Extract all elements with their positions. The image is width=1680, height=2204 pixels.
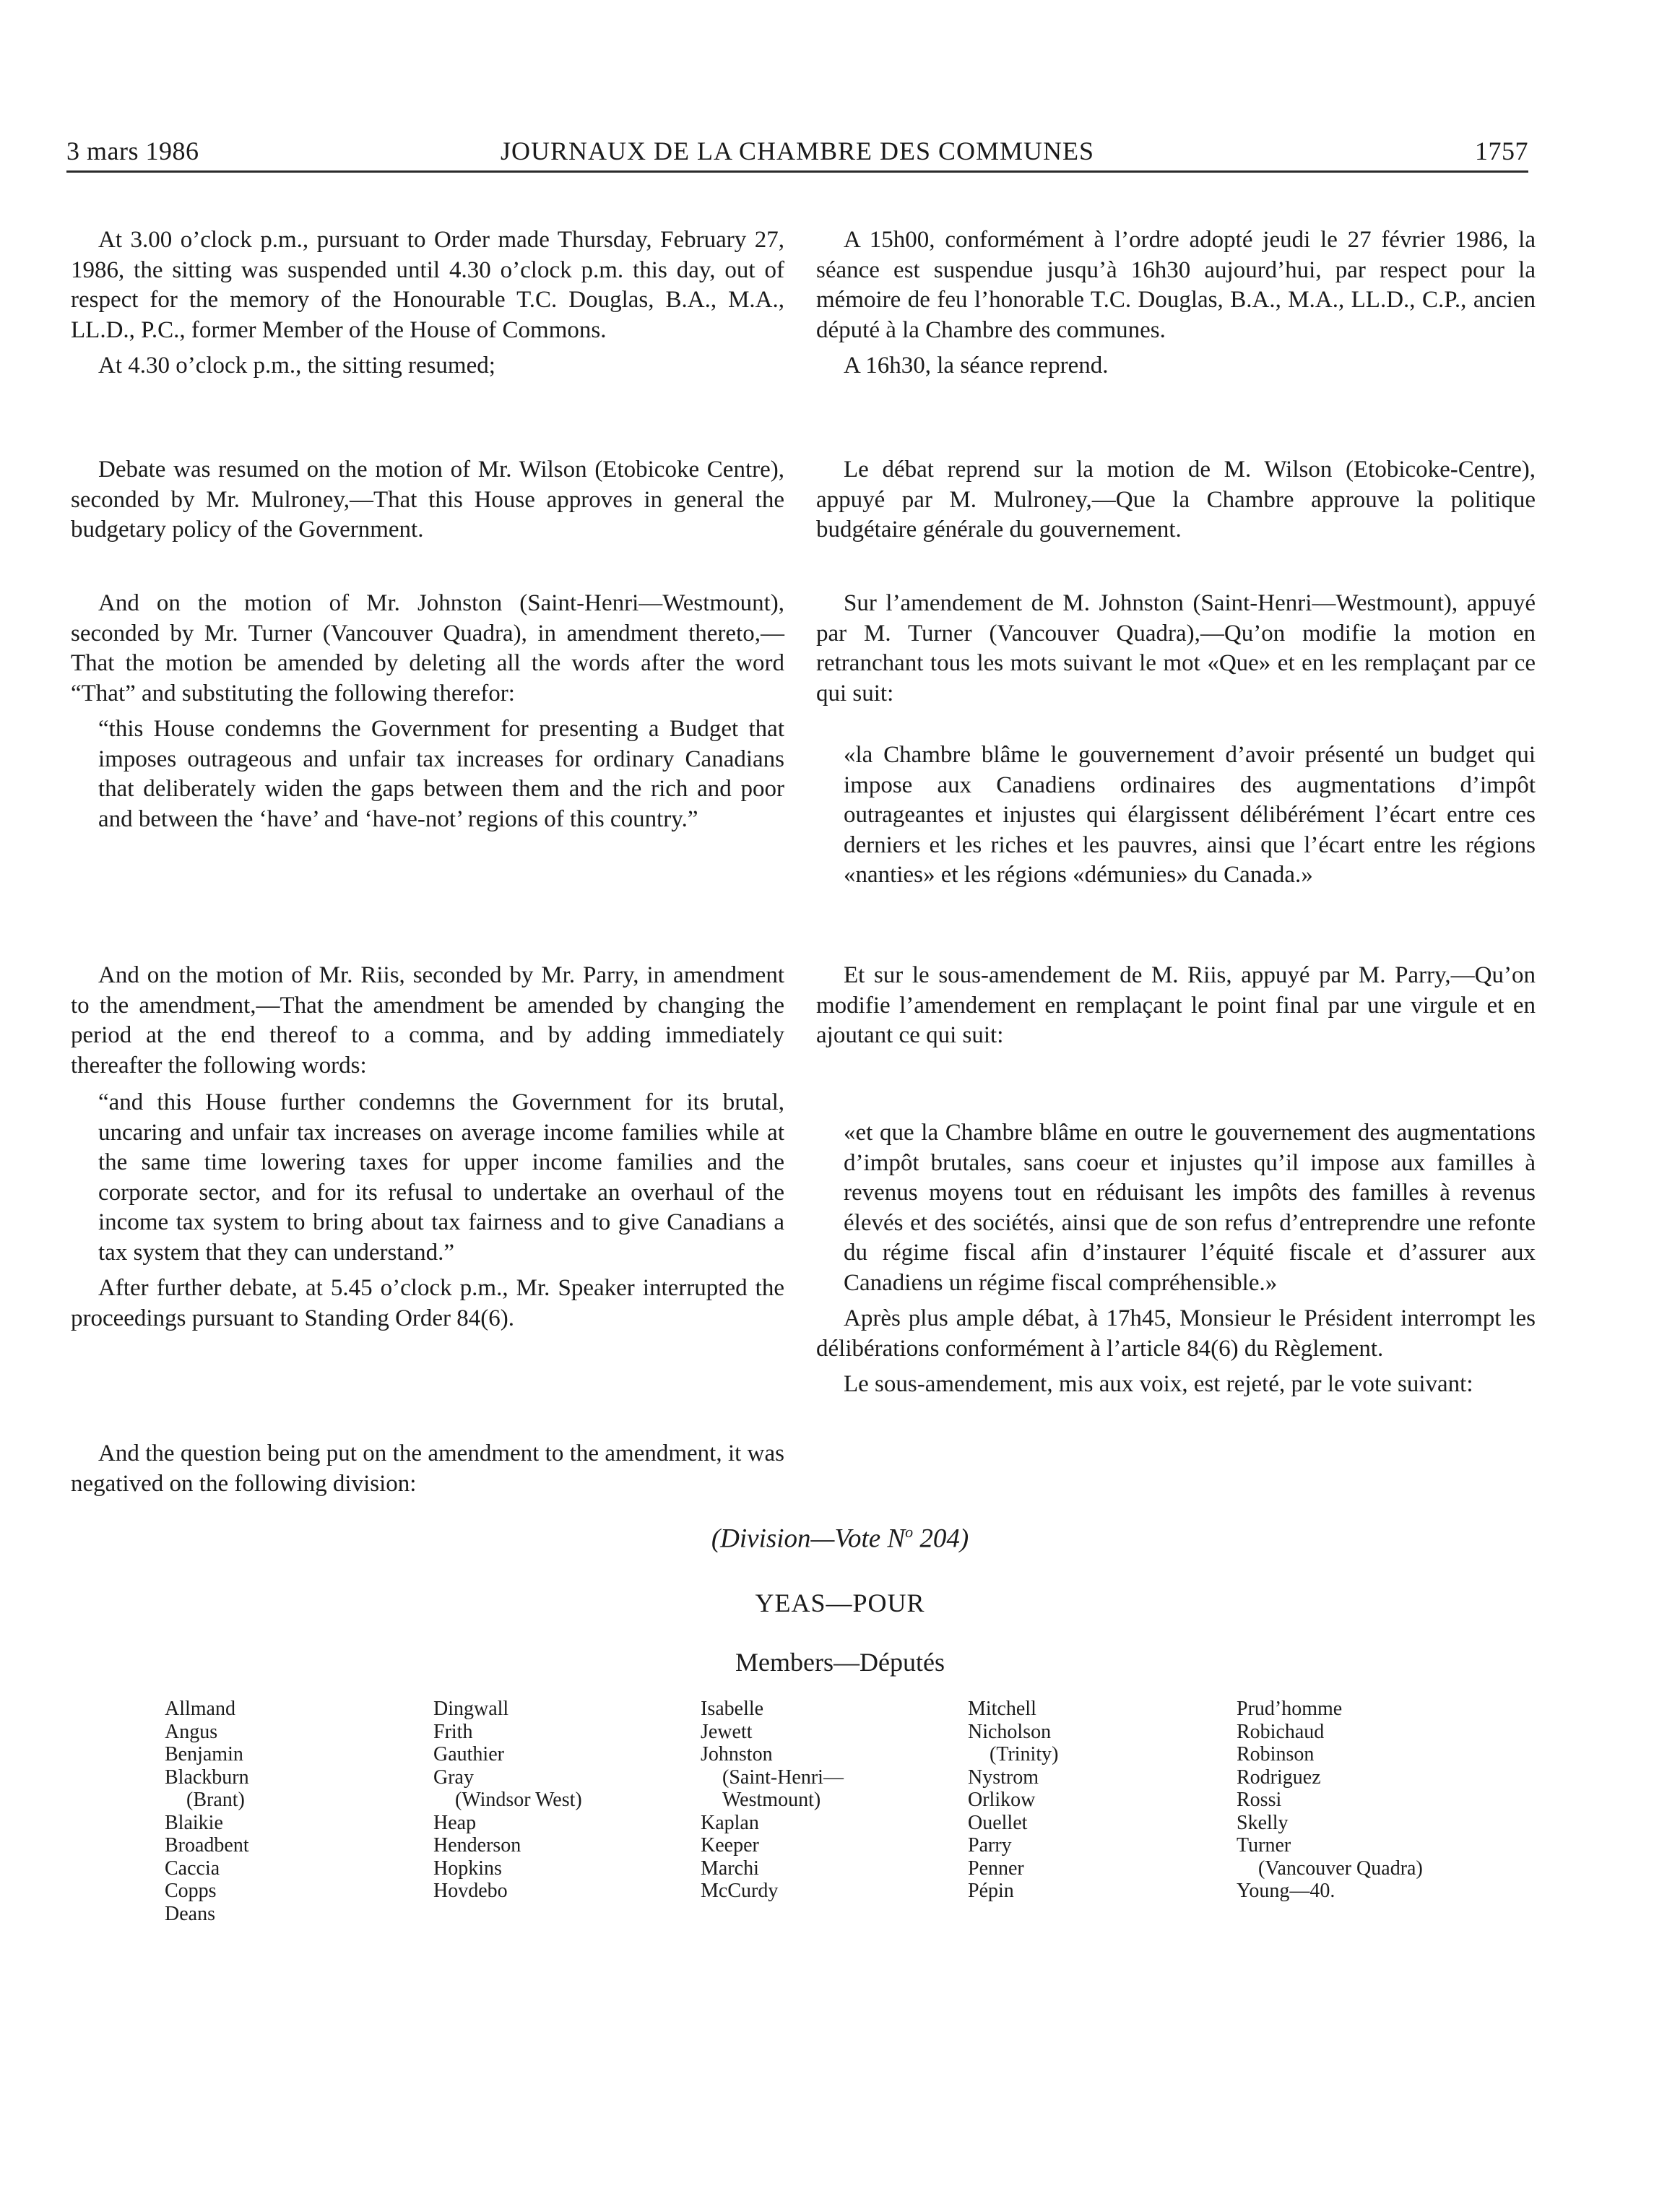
fr-p6: Après plus ample débat, à 17h45, Monsieur le Président interrompt les délibérations conformément à l’article 84(6) du Règlement.: [816, 1305, 1536, 1362]
en-quote-2: “and this House further condemns the Government for its brutal, uncaring and unfair tax increases on average income families while at the same time lowering taxes for upper income families and the corporate sector, and for its refusal to undertake an overhaul of the income tax system to bring about tax fairness and to give Canadians a tax system that they can understand.”: [98, 1089, 784, 1266]
member-name: Skelly: [1237, 1811, 1289, 1834]
member-riding: (Windsor West): [455, 1789, 582, 1811]
member-name: Gray: [433, 1766, 474, 1789]
member-name: Rodriguez: [1237, 1766, 1321, 1789]
fr-p4: Sur l’amendement de M. Johnston (Saint-Henri—Westmount), appuyé par M. Turner (Vancouver Quadra),—Qu’on modifie la motion en retranchant tous les mots suivant le mot «Que» et en les remplaçant par ce qui suit:: [816, 590, 1536, 706]
member-name: Benjamin: [165, 1743, 243, 1766]
names-column-2: [433, 1698, 582, 1903]
member-name: Robichaud: [1237, 1720, 1325, 1743]
fr-p5: Et sur le sous-amendement de M. Riis, appuyé par M. Parry,—Qu’on modifie l’amendement en remplaçant le point final par une virgule et en ajoutant ce qui suit:: [816, 962, 1536, 1048]
member-name: Pépin: [968, 1880, 1014, 1902]
member-name: Angus: [165, 1720, 218, 1743]
fr-p3: Le débat reprend sur la motion de M. Wilson (Etobicoke-Centre), appuyé par M. Mulroney,—Que la Chambre approuve la politique budgétaire générale du gouvernement.: [816, 457, 1536, 543]
header-title: JOURNAUX DE LA CHAMBRE DES COMMUNES: [500, 137, 1095, 165]
en-p3: Debate was resumed on the motion of Mr. Wilson (Etobicoke Centre), seconded by Mr. Mulroney,—That this House approves in general the budgetary policy of the Government.: [71, 457, 784, 543]
member-name: Gauthier: [433, 1743, 504, 1766]
members-heading: Members—Députés: [735, 1648, 945, 1677]
page-number: 1757: [1475, 137, 1528, 165]
header-date: 3 mars 1986: [66, 137, 199, 165]
fr-p2: A 16h30, la séance reprend.: [844, 353, 1109, 379]
page-header: [66, 126, 1528, 173]
member-riding: (Saint-Henri—: [722, 1766, 844, 1789]
member-riding: (Vancouver Quadra): [1258, 1857, 1423, 1880]
fr-quote-1: «la Chambre blâme le gouvernement d’avoir présenté un budget qui impose aux Canadiens ordinaires des augmentations d’impôt outrageantes et injustes qui élargissent délibérément l’écart entre ces derniers et les riches et les pauvres, ainsi que l’écart entre les régions «nanties» et les régions «démunies» du Canada.»: [844, 742, 1536, 888]
en-question-paragraph: [71, 1439, 784, 1499]
names-column-3: [701, 1698, 844, 1903]
member-name: Deans: [165, 1902, 215, 1925]
en-p7: And the question being put on the amendment to the amendment, it was negatived on the following division:: [71, 1440, 784, 1497]
en-p2: At 4.30 o’clock p.m., the sitting resumed;: [98, 353, 495, 379]
member-name: Jewett: [701, 1720, 753, 1743]
fr-quote-2: «et que la Chambre blâme en outre le gouvernement des augmentations d’impôt brutales, sans coeur et injustes qu’il impose aux familles à revenus moyens tout en réduisant les impôts des familles à revenus élevés et des sociétés, ainsi que de son refus d’entreprendre une refonte du régime fiscal afin d’instaurer l’équité fiscale et d’assurer aux Canadiens un régime fiscal compréhensible.»: [844, 1120, 1536, 1296]
member-name: Keeper: [701, 1834, 759, 1857]
names-column-1: [165, 1698, 249, 1925]
fr-amendment-paragraph: [816, 589, 1536, 891]
names-column-4: [968, 1698, 1058, 1903]
member-name: Blaikie: [165, 1811, 223, 1834]
member-name: Marchi: [701, 1857, 759, 1880]
member-name: Caccia: [165, 1857, 220, 1880]
fr-subamendment-paragraph: [816, 961, 1536, 1051]
member-name: Hovdebo: [433, 1880, 508, 1902]
member-name: Broadbent: [165, 1834, 249, 1857]
yeas-heading: YEAS—POUR: [755, 1589, 925, 1617]
member-name: Parry: [968, 1834, 1012, 1857]
member-name: Nystrom: [968, 1766, 1039, 1789]
fr-suspension-paragraph: [816, 225, 1536, 381]
member-name: Johnston: [701, 1743, 773, 1766]
member-name: Dingwall: [433, 1698, 509, 1720]
member-name: Henderson: [433, 1834, 521, 1857]
member-name: Orlikow: [968, 1789, 1036, 1811]
member-name: Blackburn: [165, 1766, 249, 1789]
fr-debate-paragraph: [816, 455, 1536, 545]
fr-quote-block: [816, 1118, 1536, 1400]
member-riding: (Brant): [186, 1789, 245, 1811]
en-suspension-paragraph: [71, 225, 784, 381]
member-name: Nicholson: [968, 1720, 1052, 1743]
member-name: Robinson: [1237, 1743, 1315, 1766]
member-name: Copps: [165, 1880, 217, 1902]
fr-p1: A 15h00, conformément à l’ordre adopté jeudi le 27 février 1986, la séance est suspendue jusqu’à 16h30 aujourd’hui, par respect pour la mémoire de feu l’honorable T.C. Douglas, B.A., M.A., LL.D., C.P., ancien député à la Chambre des communes.: [816, 227, 1536, 343]
member-name: Frith: [433, 1720, 473, 1743]
en-p4: And on the motion of Mr. Johnston (Saint-Henri—Westmount), seconded by Mr. Turner (Vancouver Quadra), in amendment thereto,—That the motion be amended by deleting all the words after the word “That” and substituting the following therefor:: [71, 590, 784, 706]
division-heading: (Division—Vote $N^o$ 204): [711, 1523, 969, 1554]
en-debate-paragraph: [71, 455, 784, 545]
en-subamendment-paragraph: [71, 961, 784, 1334]
member-name: Mitchell: [968, 1698, 1036, 1720]
en-amendment-paragraph: [71, 589, 784, 834]
member-riding: Westmount): [722, 1789, 821, 1811]
en-quote-1: “this House condemns the Government for presenting a Budget that imposes outrageous and unfair tax increases for ordinary Canadians that deliberately widen the gaps between them and the rich and poor and between the ‘have’ and ‘have-not’ regions of this country.”: [98, 716, 784, 832]
member-name: McCurdy: [701, 1880, 779, 1902]
member-name: Penner: [968, 1857, 1024, 1880]
member-name: Prud’homme: [1237, 1698, 1343, 1720]
en-p6: After further debate, at 5.45 o’clock p.m., Mr. Speaker interrupted the proceedings pursuant to Standing Order 84(6).: [71, 1275, 784, 1331]
member-name: Heap: [433, 1811, 477, 1834]
member-name: Ouellet: [968, 1811, 1028, 1834]
member-name: Turner: [1237, 1834, 1291, 1857]
member-riding: (Trinity): [990, 1743, 1059, 1766]
member-name: Hopkins: [433, 1857, 502, 1880]
names-column-5: [1237, 1698, 1423, 1903]
fr-p7: Le sous-amendement, mis aux voix, est rejeté, par le vote suivant:: [844, 1371, 1473, 1397]
member-name: Isabelle: [701, 1698, 764, 1720]
member-name: Allmand: [165, 1698, 235, 1720]
en-p1: At 3.00 o’clock p.m., pursuant to Order made Thursday, February 27, 1986, the sitting was suspended until 4.30 o’clock p.m. this day, out of respect for the memory of the Honourable T.C. Douglas, B.A., M.A., LL.D., P.C., former Member of the House of Commons.: [71, 227, 784, 343]
member-name: Kaplan: [701, 1811, 759, 1834]
member-name: Rossi: [1237, 1789, 1282, 1811]
member-name: Young—40.: [1237, 1880, 1335, 1902]
en-p5: And on the motion of Mr. Riis, seconded by Mr. Parry, in amendment to the amendment,—That the amendment be amended by changing the period at the end thereof to a comma, and by adding immediately thereafter the following words:: [71, 962, 784, 1079]
